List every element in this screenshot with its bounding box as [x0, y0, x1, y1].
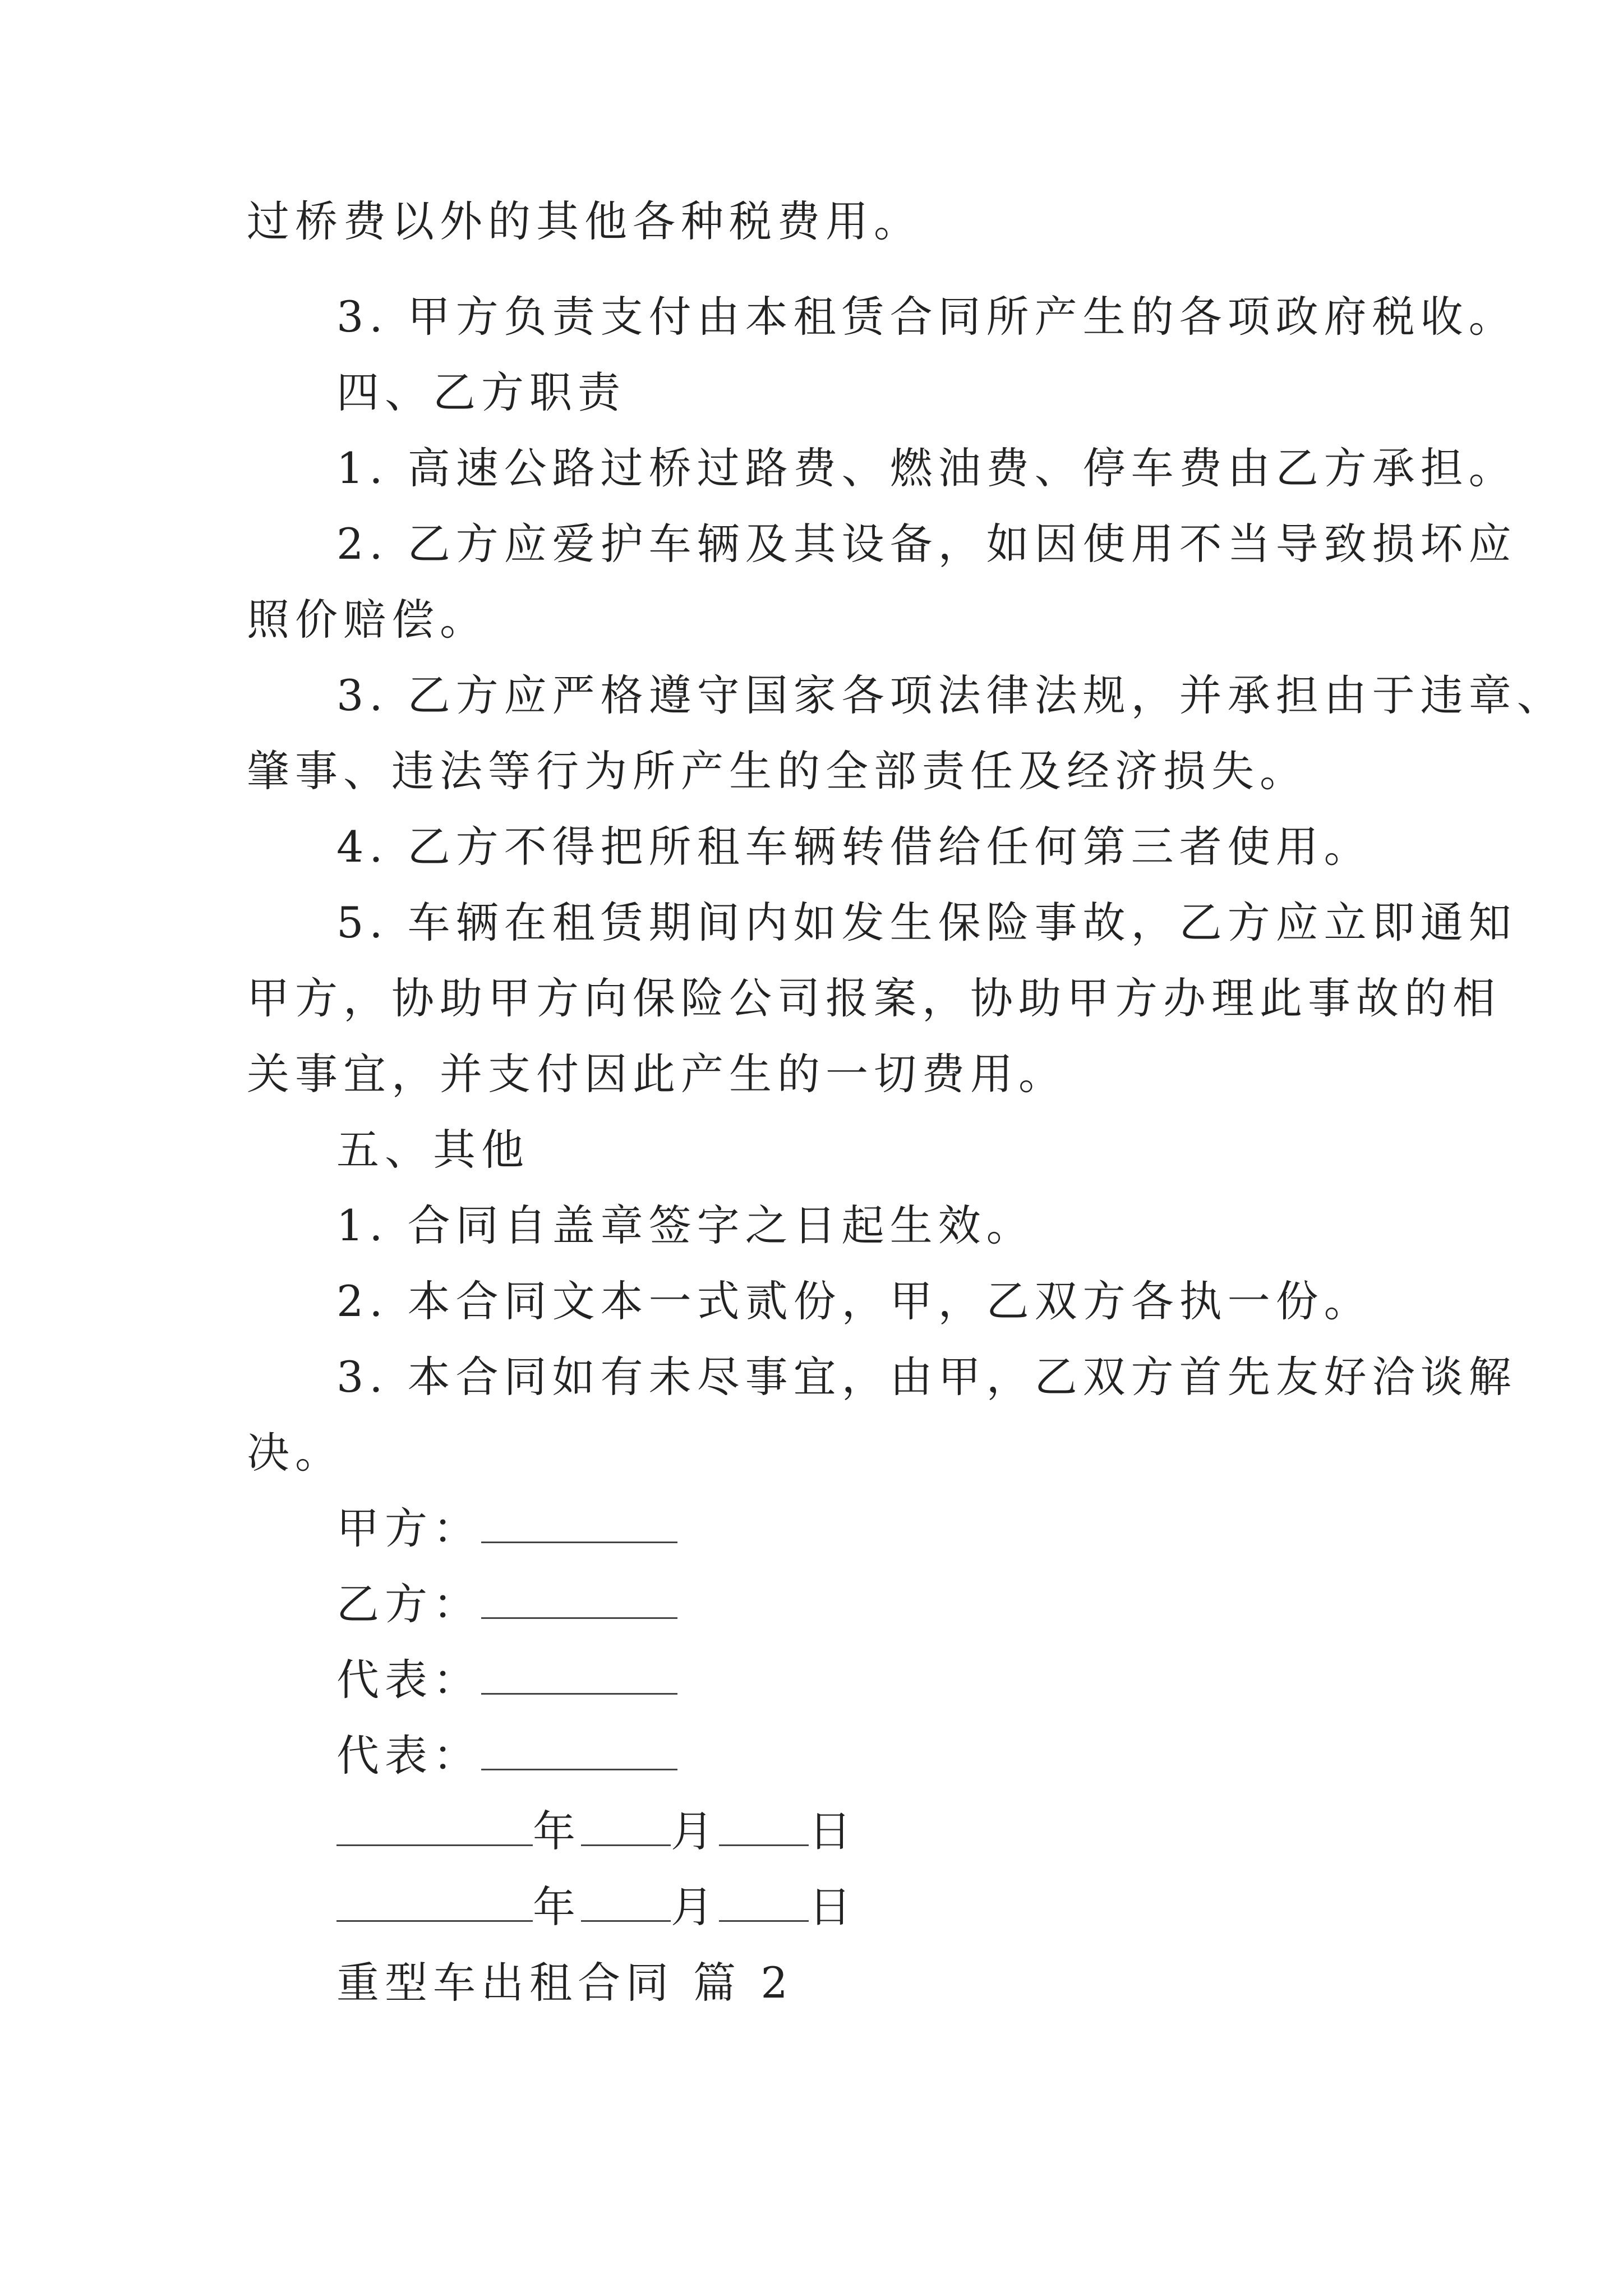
section-heading: 五、其他: [336, 1125, 529, 1175]
text-line: 1. 高速公路过桥过路费、燃油费、停车费由乙方承担。: [336, 443, 1517, 493]
year-blank: [336, 1881, 533, 1922]
text-line: 4. 乙方不得把所租车辆转借给任何第三者使用。: [336, 822, 1372, 872]
month-blank: [581, 1881, 671, 1922]
signature-party-b: [336, 1576, 677, 1632]
text-line: 过桥费以外的其他各种税费用。: [247, 196, 922, 246]
text-line: 关事宜，并支付因此产生的一切费用。: [247, 1049, 1067, 1099]
signature-rep-2: [336, 1728, 677, 1784]
signature-blank: [481, 1578, 677, 1619]
text-line: 1. 合同自盖章签字之日起生效。: [336, 1200, 1035, 1250]
signature-rep-1: [336, 1652, 677, 1708]
text-line: 3. 本合同如有未尽事宜，由甲，乙双方首先友好洽谈解: [336, 1352, 1517, 1402]
day-label: 日: [809, 1806, 857, 1856]
month-label: 月: [671, 1806, 719, 1856]
text-line: 照价赔偿。: [247, 595, 488, 645]
month-label: 月: [671, 1882, 719, 1932]
date-line-2: [336, 1879, 857, 1935]
text-line: 肇事、违法等行为所产生的全部责任及经济损失。: [247, 746, 1308, 796]
text-line: 2. 本合同文本一式贰份，甲，乙双方各执一份。: [336, 1276, 1372, 1326]
text-line: 甲方，协助甲方向保险公司报案，协助甲方办理此事故的相: [247, 973, 1501, 1023]
signature-label: 甲方：: [336, 1503, 481, 1553]
text-line: 3. 甲方负责支付由本租赁合同所产生的各项政府税收。: [336, 292, 1517, 342]
text-line: 2. 乙方应爱护车辆及其设备，如因使用不当导致损坏应: [336, 519, 1517, 569]
day-blank: [719, 1881, 809, 1922]
signature-blank: [481, 1729, 677, 1770]
day-blank: [719, 1805, 809, 1846]
day-label: 日: [809, 1882, 857, 1932]
year-label: 年: [533, 1882, 581, 1932]
year-blank: [336, 1805, 533, 1846]
signature-blank: [481, 1502, 677, 1543]
section-heading: 四、乙方职责: [336, 367, 626, 417]
signature-label: 代表：: [336, 1731, 481, 1780]
signature-party-a: [336, 1501, 677, 1557]
next-section-heading: 重型车出租合同 篇 2: [336, 1958, 794, 2008]
text-line: 3. 乙方应严格遵守国家各项法律法规，并承担由于违章、: [336, 670, 1565, 720]
signature-blank: [481, 1654, 677, 1695]
text-line: 决。: [247, 1428, 343, 1478]
month-blank: [581, 1805, 671, 1846]
signature-label: 乙方：: [336, 1579, 481, 1629]
signature-label: 代表：: [336, 1655, 481, 1705]
text-line: 5. 车辆在租赁期间内如发生保险事故，乙方应立即通知: [336, 898, 1517, 947]
year-label: 年: [533, 1806, 581, 1856]
date-line-1: [336, 1803, 857, 1860]
